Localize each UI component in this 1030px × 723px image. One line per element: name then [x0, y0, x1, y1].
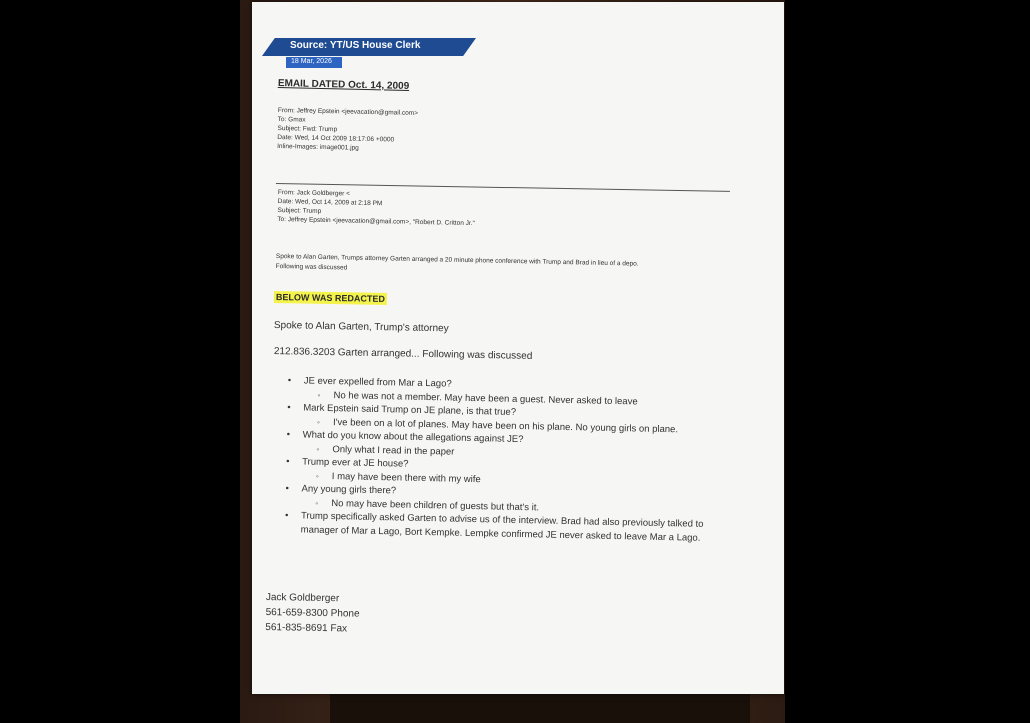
bullet-answer: ◦ No he was not a member. May have been a guest. Never asked to leave — [281, 387, 721, 410]
header-line: Subject: Fwd: Trump — [277, 124, 338, 134]
bullet-list — [279, 374, 722, 545]
header-line: From: Jeffrey Epstein <jeevacation@gmail.com> — [277, 106, 419, 117]
bullet-answer: ◦ I may have been there with my wife — [280, 468, 720, 491]
signature-block — [265, 590, 360, 637]
header-line: To: Gmax — [277, 115, 306, 124]
easel-base — [330, 690, 750, 723]
email-header-1 — [277, 106, 418, 154]
bullet-question: • What do you know about the allegations against JE? — [281, 428, 721, 451]
signature-fax: 561-835-8691 Fax — [265, 621, 348, 635]
redacted-highlight: BELOW WAS REDACTED — [274, 291, 387, 305]
bullet-question: • Mark Epstein said Trump on JE plane, is that true? — [281, 401, 721, 424]
bullet-answer: ◦ I've been on a lot of planes. May have been on his plane. No young girls on plane. — [281, 414, 721, 437]
bullet-question: • Trump specifically asked Garten to advise us of the interview. Brad had also previously talked to manager of Mar a Lago, Bort Kempke. Lempke confirmed JE never asked to leave Mar a Lago. — [279, 509, 719, 545]
bullet-answer: ◦ No may have been children of guests but that's it. — [279, 495, 719, 518]
header-line: To: Jeffrey Epstein <jeevacation@gmail.com>, "Robert D. Critton Jr." — [277, 215, 475, 228]
date-label: 18 Mar, 2026 — [291, 58, 332, 65]
email-header-2 — [277, 188, 475, 228]
email-body-summary: Spoke to Alan Garten, Trumps attorney Garten arranged a 20 minute phone conference with Trump and Brad in lieu of a depo. Following was discussed — [275, 252, 639, 272]
header-line: Inline-Images: image001.jpg — [277, 142, 359, 152]
header-line: Date: Wed, Oct 14, 2009 at 2:18 PM — [277, 197, 383, 208]
header-line: Date: Wed, 14 Oct 2009 18:17:06 +0000 — [277, 133, 395, 144]
signature-name: Jack Goldberger — [265, 591, 340, 605]
header-line: From: Jack Goldberger < — [277, 188, 351, 198]
header-line: Subject: Trump — [277, 206, 322, 215]
document-page — [252, 2, 784, 694]
bullet-question: • Any young girls there? — [279, 482, 719, 505]
email-title: EMAIL DATED Oct. 14, 2009 — [277, 78, 410, 92]
signature-phone: 561-659-8300 Phone — [265, 606, 360, 620]
bullet-question: • JE ever expelled from Mar a Lago? — [282, 374, 722, 397]
paragraph-phone: 212.836.3203 Garten arranged... Following was discussed — [273, 346, 533, 362]
bullet-question: • Trump ever at JE house? — [280, 455, 720, 478]
paragraph-attorney: Spoke to Alan Garten, Trump's attorney — [273, 320, 449, 335]
bullet-answer: ◦ Only what I read in the paper — [280, 441, 720, 464]
source-label: Source: YT/US House Clerk — [290, 40, 421, 51]
